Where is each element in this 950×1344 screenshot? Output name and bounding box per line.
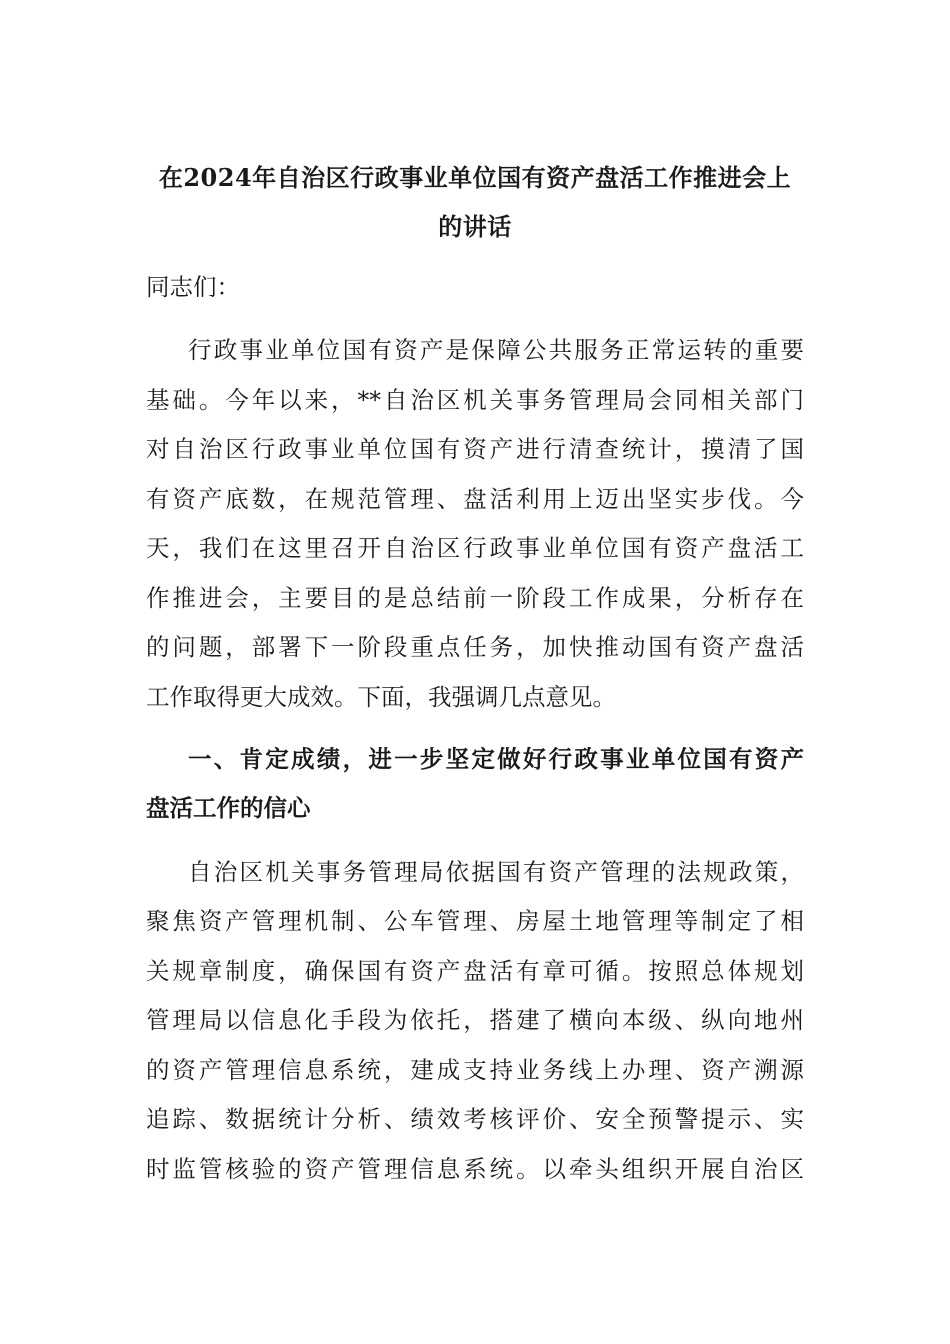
paragraph-2-line-4: 管理局以信息化手段为依托，搭建了横向本级、纵向地州	[146, 1006, 804, 1034]
paragraph-1-line-4: 有资产底数，在规范管理、盘活利用上迈出坚实步伐。今	[146, 485, 804, 513]
paragraph-2-line-1: 自治区机关事务管理局依据国有资产管理的法规政策，	[188, 858, 804, 886]
paragraph-2-line-2: 聚焦资产管理机制、公车管理、房屋土地管理等制定了相	[146, 907, 804, 935]
paragraph-1-line-7: 的问题，部署下一阶段重点任务，加快推动国有资产盘活	[146, 633, 804, 661]
paragraph-1-line-5: 天，我们在这里召开自治区行政事业单位国有资产盘活工	[146, 534, 804, 562]
paragraph-2-line-5: 的资产管理信息系统，建成支持业务线上办理、资产溯源	[146, 1056, 804, 1084]
paragraph-2-line-6: 追踪、数据统计分析、绩效考核评价、安全预警提示、实	[146, 1105, 804, 1133]
salutation: 同志们：	[146, 273, 240, 301]
paragraph-1-line-6: 作推进会，主要目的是总结前一阶段工作成果，分析存在	[146, 584, 804, 612]
paragraph-1-line-1: 行政事业单位国有资产是保障公共服务正常运转的重要	[188, 336, 804, 364]
paragraph-1-line-3: 对自治区行政事业单位国有资产进行清查统计，摸清了国	[146, 435, 804, 463]
paragraph-2-line-3: 关规章制度，确保国有资产盘活有章可循。按照总体规划	[146, 957, 804, 985]
document-title-line-1: 在2024年自治区行政事业单位国有资产盘活工作推进会上	[158, 163, 792, 192]
document-title-line-2: 的讲话	[438, 212, 512, 241]
section-heading-1-line-2: 盘活工作的信心	[146, 794, 311, 822]
paragraph-1-line-8: 工作取得更大成效。下面，我强调几点意见。	[146, 683, 616, 711]
paragraph-2-line-7: 时监管核验的资产管理信息系统。以牵头组织开展自治区	[146, 1155, 804, 1183]
section-heading-1-line-1: 一、肯定成绩，进一步坚定做好行政事业单位国有资产	[188, 745, 804, 773]
paragraph-1-line-2: 基础。今年以来，**自治区机关事务管理局会同相关部门	[146, 386, 804, 414]
